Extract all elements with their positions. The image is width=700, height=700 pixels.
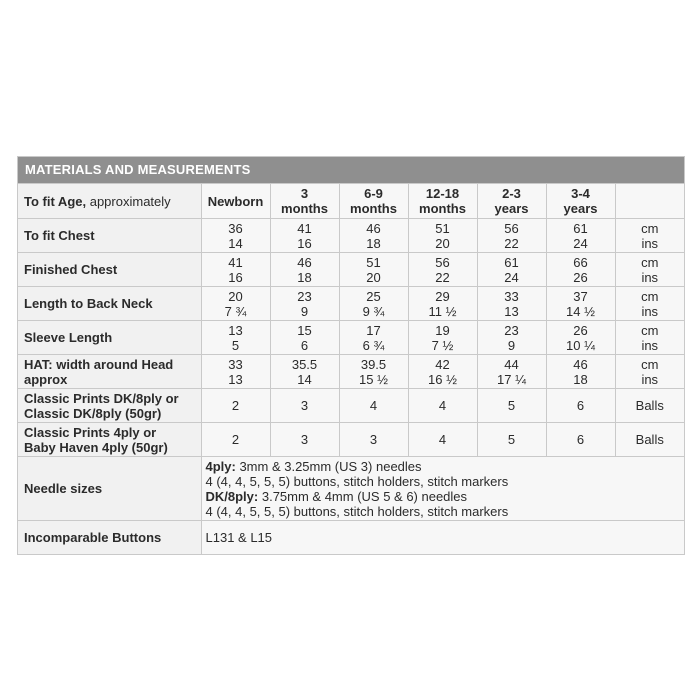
unit-cell: [615, 287, 684, 321]
ball-count: 5: [477, 389, 546, 423]
unit-ins: ins: [641, 337, 659, 353]
needle-line-notions: 4 (4, 4, 5, 5, 5) buttons, stitch holders, stitch markers: [205, 473, 509, 489]
measurement-row: [18, 253, 684, 287]
value-cell: [546, 219, 615, 253]
yarn-label-line: Classic Prints 4ply or: [24, 424, 157, 440]
cm-value: 19: [435, 322, 450, 338]
header-row: [18, 184, 684, 219]
ins-value: 6: [300, 337, 309, 353]
unit-cell: [615, 321, 684, 355]
ball-count: 3: [339, 423, 408, 457]
ball-count: 5: [477, 423, 546, 457]
unit-cell: [615, 219, 684, 253]
value-cell: [477, 321, 546, 355]
needle-dk-key: DK/8ply:: [205, 488, 259, 504]
ins-value: 18: [297, 269, 312, 285]
value-cell: [201, 321, 270, 355]
cm-value: 17: [366, 322, 381, 338]
yarn-label-line: Baby Haven 4ply (50gr): [24, 439, 168, 455]
unit-header: [615, 184, 684, 219]
ins-value: 16: [228, 269, 243, 285]
ins-value: 22: [435, 269, 450, 285]
cm-value: 46: [297, 254, 312, 270]
cm-value: 41: [228, 254, 243, 270]
cm-value: 42: [435, 356, 450, 372]
value-cell: [408, 355, 477, 389]
cm-value: 46: [366, 220, 381, 236]
table-title: MATERIALS AND MEASUREMENTS: [18, 157, 684, 183]
value-cell: [270, 253, 339, 287]
size-header-6-9m: 6-9 months: [339, 184, 408, 219]
unit-ins: ins: [641, 303, 659, 319]
ins-value: 18: [366, 235, 381, 251]
ins-value: 11 ½: [428, 303, 457, 319]
size-header-2-3y: 2-3 years: [477, 184, 546, 219]
row-label-line: approx: [24, 371, 68, 387]
yarn-label: [18, 423, 201, 457]
cm-value: 35.5: [291, 356, 318, 372]
ball-count: 6: [546, 389, 615, 423]
cm-value: 51: [366, 254, 381, 270]
ball-count: 2: [201, 389, 270, 423]
needle-line-notions-2: 4 (4, 4, 5, 5, 5) buttons, stitch holders, stitch markers: [205, 503, 509, 519]
ins-value: 16 ½: [428, 371, 457, 387]
cm-value: 56: [504, 220, 519, 236]
value-cell: [477, 219, 546, 253]
ins-value: 15 ½: [359, 371, 388, 387]
needle-4ply-text: 3mm & 3.25mm (US 3) needles: [235, 458, 422, 474]
value-cell: [270, 355, 339, 389]
age-label: To fit Age, approximately: [18, 184, 201, 219]
row-label: [18, 355, 201, 389]
cm-value: 37: [573, 288, 588, 304]
ins-value: 13: [228, 371, 243, 387]
unit-cm: cm: [641, 220, 659, 236]
ins-value: 14 ½: [566, 303, 595, 319]
yarn-row: [18, 423, 684, 457]
ins-value: 26: [573, 269, 588, 285]
needle-label: Needle sizes: [18, 457, 201, 521]
ins-value: 9: [300, 303, 309, 319]
unit-cm: cm: [641, 356, 659, 372]
ins-value: 7 ¾: [224, 303, 247, 319]
unit-cell: [615, 355, 684, 389]
cm-value: 61: [573, 220, 588, 236]
measurements-table: [18, 183, 684, 554]
size-header-3-4y: 3-4 years: [546, 184, 615, 219]
row-label-line: HAT: width around Head: [24, 356, 174, 372]
measurement-row: [18, 321, 684, 355]
buttons-value: L131 & L15: [201, 521, 684, 554]
value-cell: [201, 219, 270, 253]
cm-value: 51: [435, 220, 450, 236]
value-cell: [477, 253, 546, 287]
yarn-row: [18, 389, 684, 423]
ins-value: 6 ¾: [362, 337, 385, 353]
cm-value: 46: [573, 356, 588, 372]
needle-row: [18, 457, 684, 521]
ins-value: 17 ¼: [497, 371, 526, 387]
value-cell: [546, 287, 615, 321]
row-label: Length to Back Neck: [18, 287, 201, 321]
value-cell: [270, 321, 339, 355]
ball-count: 3: [270, 423, 339, 457]
ball-count: 4: [408, 423, 477, 457]
ins-value: 14: [228, 235, 243, 251]
cm-value: 39.5: [360, 356, 387, 372]
cm-value: 41: [297, 220, 312, 236]
value-cell: [201, 287, 270, 321]
cm-value: 36: [228, 220, 243, 236]
ball-count: 4: [339, 389, 408, 423]
unit-cm: cm: [641, 254, 659, 270]
yarn-label-line: Classic DK/8ply (50gr): [24, 405, 162, 421]
value-cell: [270, 287, 339, 321]
cm-value: 56: [435, 254, 450, 270]
value-cell: [270, 219, 339, 253]
value-cell: [477, 355, 546, 389]
ins-value: 20: [435, 235, 450, 251]
yarn-label-line: Classic Prints DK/8ply or: [24, 390, 179, 406]
ins-value: 9 ¾: [362, 303, 385, 319]
value-cell: [339, 219, 408, 253]
buttons-row: [18, 521, 684, 554]
cm-value: 23: [504, 322, 519, 338]
row-label: Finished Chest: [18, 253, 201, 287]
unit-cm: cm: [641, 288, 659, 304]
unit-cell: [615, 253, 684, 287]
ins-value: 20: [366, 269, 381, 285]
buttons-label: Incomparable Buttons: [18, 521, 201, 554]
cm-value: 26: [573, 322, 588, 338]
value-cell: [408, 287, 477, 321]
materials-table-panel: [17, 156, 685, 555]
value-cell: [546, 321, 615, 355]
cm-value: 66: [573, 254, 588, 270]
unit-ins: ins: [641, 269, 659, 285]
ins-value: 18: [573, 371, 588, 387]
needle-dk-text: 3.75mm & 4mm (US 5 & 6) needles: [258, 488, 468, 504]
unit-balls: Balls: [615, 389, 684, 423]
unit-ins: ins: [641, 235, 659, 251]
ball-count: 3: [270, 389, 339, 423]
ins-value: 10 ¼: [566, 337, 595, 353]
row-label: Sleeve Length: [18, 321, 201, 355]
ins-value: 14: [297, 371, 312, 387]
ins-value: 24: [573, 235, 588, 251]
value-cell: [408, 321, 477, 355]
value-cell: [546, 355, 615, 389]
value-cell: [339, 253, 408, 287]
cm-value: 33: [504, 288, 519, 304]
ball-count: 4: [408, 389, 477, 423]
ins-value: 16: [297, 235, 312, 251]
value-cell: [408, 253, 477, 287]
ins-value: 7 ½: [431, 337, 454, 353]
unit-balls: Balls: [615, 423, 684, 457]
ball-count: 6: [546, 423, 615, 457]
ins-value: 22: [504, 235, 519, 251]
cm-value: 13: [228, 322, 243, 338]
yarn-label: [18, 389, 201, 423]
cm-value: 29: [435, 288, 450, 304]
unit-ins: ins: [641, 371, 659, 387]
cm-value: 25: [366, 288, 381, 304]
cm-value: 20: [228, 288, 243, 304]
measurement-row: [18, 219, 684, 253]
size-header-12-18m: 12-18 months: [408, 184, 477, 219]
ins-value: 5: [231, 337, 240, 353]
value-cell: [201, 253, 270, 287]
needle-details: [201, 457, 684, 521]
ins-value: 13: [504, 303, 519, 319]
needle-line-4ply: [206, 459, 685, 474]
cm-value: 61: [504, 254, 519, 270]
ball-count: 2: [201, 423, 270, 457]
row-label: To fit Chest: [18, 219, 201, 253]
value-cell: [339, 287, 408, 321]
cm-value: 44: [504, 356, 519, 372]
unit-cm: cm: [641, 322, 659, 338]
needle-4ply-key: 4ply:: [205, 458, 236, 474]
ins-value: 24: [504, 269, 519, 285]
measurement-row: [18, 287, 684, 321]
cm-value: 15: [297, 322, 312, 338]
cm-value: 33: [228, 356, 243, 372]
size-header-newborn: Newborn: [201, 184, 270, 219]
measurement-row: [18, 355, 684, 389]
value-cell: [339, 355, 408, 389]
value-cell: [408, 219, 477, 253]
value-cell: [201, 355, 270, 389]
size-header-3m: 3 months: [270, 184, 339, 219]
value-cell: [546, 253, 615, 287]
ins-value: 9: [507, 337, 516, 353]
value-cell: [339, 321, 408, 355]
cm-value: 23: [297, 288, 312, 304]
value-cell: [477, 287, 546, 321]
needle-line-dk: [206, 489, 685, 504]
